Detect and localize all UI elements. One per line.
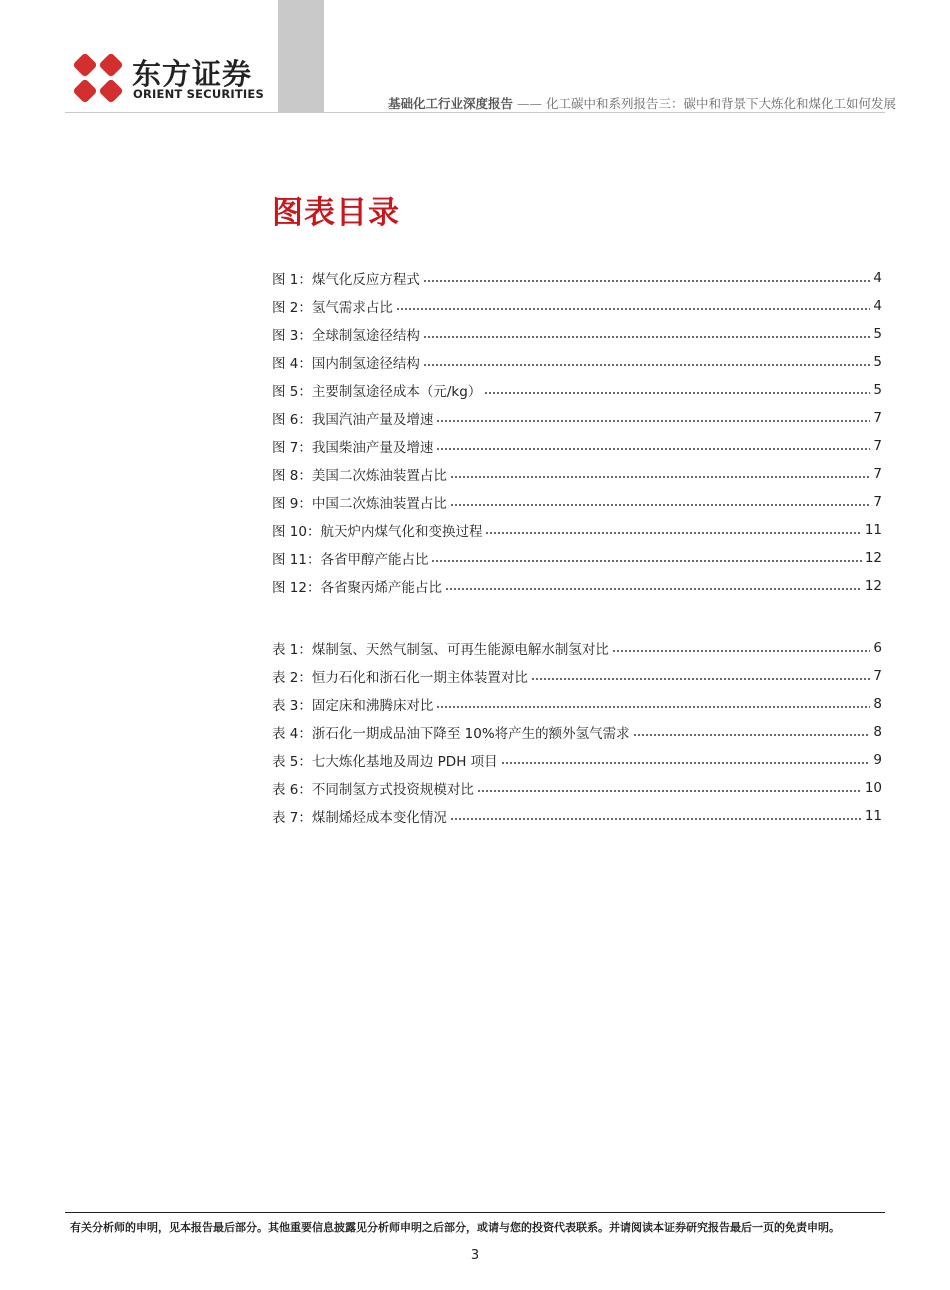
- dot-leader: [477, 790, 862, 792]
- toc-entry-page: 6: [873, 640, 882, 656]
- dot-leader: [396, 308, 871, 310]
- dot-leader: [484, 392, 870, 394]
- toc-entry-label: 图 12：各省聚丙烯产能占比: [272, 580, 442, 596]
- dot-leader: [485, 532, 861, 534]
- dot-leader: [436, 420, 870, 422]
- toc-row[interactable]: [272, 802, 882, 830]
- toc-entry-page: 7: [873, 494, 882, 510]
- toc-entry-page: 7: [873, 466, 882, 482]
- toc-entry-label: 图 2：氢气需求占比: [272, 300, 393, 316]
- toc-row[interactable]: [272, 460, 882, 488]
- toc-entry-page: 7: [873, 438, 882, 454]
- dot-leader: [633, 734, 871, 736]
- dot-leader: [423, 364, 871, 366]
- toc-row[interactable]: [272, 746, 882, 774]
- toc-row[interactable]: [272, 404, 882, 432]
- brand-logo: [70, 50, 270, 106]
- toc-entry-label: 表 4：浙石化一期成品油下降至 10%将产生的额外氢气需求: [272, 726, 630, 742]
- header-divider: [65, 112, 885, 113]
- dot-leader: [423, 280, 871, 282]
- toc-row[interactable]: [272, 432, 882, 460]
- toc-entry-label: 图 6：我国汽油产量及增速: [272, 412, 434, 428]
- dot-leader: [450, 476, 871, 478]
- page-number: 3: [470, 1248, 480, 1263]
- figure-list: [272, 264, 882, 600]
- toc-row[interactable]: [272, 690, 882, 718]
- toc-entry-label: 表 5：七大炼化基地及周边 PDH 项目: [272, 754, 498, 770]
- toc-entry-page: 8: [873, 724, 882, 740]
- toc-row[interactable]: [272, 544, 882, 572]
- dot-leader: [531, 678, 871, 680]
- dot-leader: [450, 818, 862, 820]
- dot-leader: [436, 706, 870, 708]
- orient-logo-icon: [70, 50, 126, 106]
- toc-entry-label: 图 8：美国二次炼油装置占比: [272, 468, 447, 484]
- toc-entry-page: 12: [864, 550, 882, 566]
- toc-entry-label: 表 2：恒力石化和浙石化一期主体装置对比: [272, 670, 528, 686]
- dot-leader: [423, 336, 871, 338]
- toc-entry-label: 图 3：全球制氢途径结构: [272, 328, 420, 344]
- dot-leader: [445, 588, 862, 590]
- toc-entry-label: 图 10：航天炉内煤气化和变换过程: [272, 524, 483, 540]
- toc-entry-label: 表 3：固定床和沸腾床对比: [272, 698, 434, 714]
- brand-name-cn: 东方证券: [132, 57, 253, 91]
- toc-row[interactable]: [272, 292, 882, 320]
- toc-row[interactable]: [272, 376, 882, 404]
- footer-divider: [65, 1212, 885, 1213]
- toc-entry-page: 8: [873, 696, 882, 712]
- toc-entry-page: 10: [864, 780, 882, 796]
- dot-leader: [436, 448, 870, 450]
- header-decor-block: [278, 0, 324, 113]
- toc-entry-page: 12: [864, 578, 882, 594]
- toc-row[interactable]: [272, 718, 882, 746]
- toc-row[interactable]: [272, 348, 882, 376]
- toc-entry-page: 7: [873, 410, 882, 426]
- toc-entry-page: 4: [873, 270, 882, 286]
- toc-entry-page: 7: [873, 668, 882, 684]
- toc-row[interactable]: [272, 488, 882, 516]
- toc-entry-page: 5: [873, 382, 882, 398]
- report-category: 基础化工行业深度报告: [387, 96, 513, 111]
- report-subtitle: 化工碳中和系列报告三：碳中和背景下大炼化和煤化工如何发展: [545, 96, 896, 111]
- toc-entry-label: 图 7：我国柴油产量及增速: [272, 440, 434, 456]
- toc-entry-label: 表 7：煤制烯烃成本变化情况: [272, 810, 447, 826]
- toc-row[interactable]: [272, 572, 882, 600]
- toc-entry-page: 9: [873, 752, 882, 768]
- toc-row[interactable]: [272, 634, 882, 662]
- toc-entry-page: 11: [864, 808, 882, 824]
- toc-entry-page: 11: [864, 522, 882, 538]
- header-dash: ——: [516, 96, 542, 111]
- toc-entry-label: 图 4：国内制氢途径结构: [272, 356, 420, 372]
- toc-row[interactable]: [272, 320, 882, 348]
- toc-entry-label: 表 1：煤制氢、天然气制氢、可再生能源电解水制氢对比: [272, 642, 609, 658]
- dot-leader: [450, 504, 871, 506]
- toc-entry-label: 图 5：主要制氢途径成本（元/kg）: [272, 384, 482, 400]
- toc-title: 图表目录: [272, 195, 400, 231]
- toc-row[interactable]: [272, 662, 882, 690]
- dot-leader: [431, 560, 861, 562]
- brand-name-en: ORIENT SECURITIES: [133, 87, 264, 101]
- toc-row[interactable]: [272, 516, 882, 544]
- report-header: [356, 94, 896, 112]
- toc-entry-label: 图 1：煤气化反应方程式: [272, 272, 420, 288]
- toc-row[interactable]: [272, 774, 882, 802]
- dot-leader: [612, 650, 871, 652]
- footer-disclaimer: 有关分析师的申明，见本报告最后部分。其他重要信息披露见分析师申明之后部分，或请与您的投资代表联系。并请阅读本证券研究报告最后一页的免责申明。: [70, 1221, 840, 1234]
- toc-entry-label: 表 6：不同制氢方式投资规模对比: [272, 782, 474, 798]
- toc-entry-page: 5: [873, 326, 882, 342]
- toc-entry-page: 5: [873, 354, 882, 370]
- toc-entry-label: 图 9：中国二次炼油装置占比: [272, 496, 447, 512]
- toc-entry-label: 图 11：各省甲醇产能占比: [272, 552, 429, 568]
- toc-entry-page: 4: [873, 298, 882, 314]
- toc-row[interactable]: [272, 264, 882, 292]
- table-list: [272, 634, 882, 830]
- dot-leader: [501, 762, 871, 764]
